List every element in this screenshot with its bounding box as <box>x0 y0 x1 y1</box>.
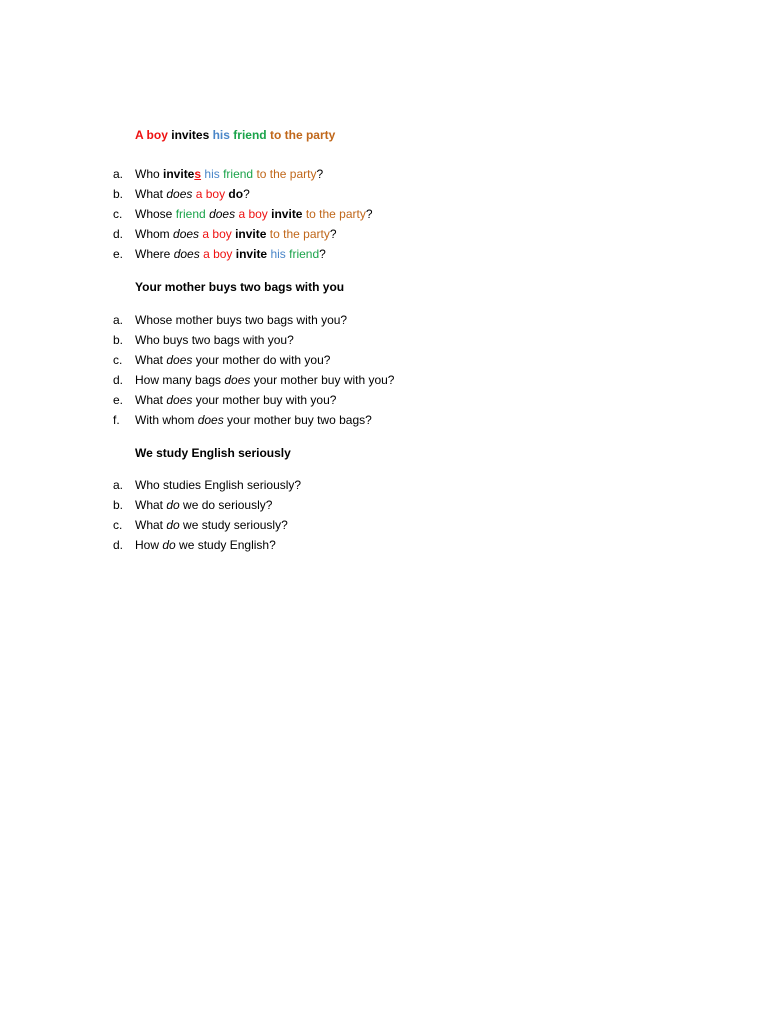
text-run: Who studies English seriously? <box>135 478 302 492</box>
text-run: What <box>135 498 167 512</box>
list-item <box>0 393 768 413</box>
text-run: Whose mother buys two bags with you? <box>135 313 348 327</box>
list-item-text <box>135 227 337 241</box>
text-run: With whom <box>135 413 198 427</box>
section-1-list <box>0 167 768 267</box>
list-marker: c. <box>113 207 123 221</box>
text-run: we do seriously? <box>179 498 273 512</box>
text-run: do <box>166 498 180 512</box>
text-run: Whose <box>135 207 176 221</box>
section-3-list <box>0 478 768 558</box>
list-item-text <box>135 187 250 201</box>
text-run: a boy <box>195 187 226 201</box>
text-run: do <box>162 538 176 552</box>
text-run: we study seriously? <box>179 518 288 532</box>
list-item-text <box>135 207 373 221</box>
text-run: to the party <box>256 167 317 181</box>
text-run: does <box>224 373 251 387</box>
text-run: do <box>228 187 244 201</box>
text-run: a boy <box>203 247 233 261</box>
text-run: a boy <box>202 227 232 241</box>
section-2-heading <box>135 280 344 294</box>
list-item-text <box>135 353 330 367</box>
text-run: to the party <box>269 227 330 241</box>
text-run: We study English seriously <box>135 446 291 460</box>
list-item-text <box>135 518 288 532</box>
text-run: What <box>135 393 167 407</box>
list-item-text <box>135 333 294 347</box>
list-item <box>0 353 768 373</box>
text-run: s <box>194 167 202 181</box>
list-item-text <box>135 167 323 181</box>
text-run: to the party <box>269 128 336 142</box>
text-run: friend <box>223 167 254 181</box>
list-item <box>0 413 768 433</box>
text-run: Whom <box>135 227 174 241</box>
text-run: does <box>209 207 236 221</box>
list-marker: a. <box>113 313 124 327</box>
text-run: does <box>173 227 200 241</box>
list-marker: b. <box>113 498 124 512</box>
list-item <box>0 187 768 207</box>
text-run: we study English? <box>175 538 276 552</box>
text-run: does <box>166 353 193 367</box>
text-run: does <box>166 187 193 201</box>
text-run: your mother do with you? <box>192 353 331 367</box>
text-run: your mother buy with you? <box>192 393 337 407</box>
list-item <box>0 247 768 267</box>
text-run: What <box>135 353 167 367</box>
list-marker: e. <box>113 247 124 261</box>
text-run: ? <box>243 187 250 201</box>
list-item-text <box>135 498 272 512</box>
text-run: invite <box>163 167 195 181</box>
text-run: does <box>197 413 224 427</box>
text-run: a boy <box>238 207 268 221</box>
text-run: invites <box>171 128 210 142</box>
list-marker: c. <box>113 518 123 532</box>
list-marker: c. <box>113 353 123 367</box>
list-item-text <box>135 313 347 327</box>
text-run: invite <box>271 207 303 221</box>
text-run: What <box>135 187 167 201</box>
text-run: What <box>135 518 167 532</box>
text-run: does <box>173 247 200 261</box>
text-run: invite <box>235 227 267 241</box>
list-item-text <box>135 538 276 552</box>
list-item <box>0 373 768 393</box>
list-item-text <box>135 393 336 407</box>
list-marker: b. <box>113 187 124 201</box>
list-item <box>0 538 768 558</box>
list-marker: d. <box>113 373 124 387</box>
list-item <box>0 498 768 518</box>
text-run: friend <box>289 247 320 261</box>
list-item <box>0 518 768 538</box>
list-item-text <box>135 373 394 387</box>
list-item-text <box>135 478 301 492</box>
text-run: does <box>166 393 193 407</box>
text-run: Who <box>135 167 164 181</box>
text-run: ? <box>316 167 324 181</box>
text-run: How <box>135 538 163 552</box>
text-run: A boy <box>135 128 168 142</box>
list-item <box>0 167 768 187</box>
text-run: do <box>166 518 180 532</box>
text-run: How many bags <box>135 373 225 387</box>
list-marker: d. <box>113 538 124 552</box>
text-run: Where <box>135 247 174 261</box>
list-item <box>0 478 768 498</box>
section-1-heading <box>135 128 335 142</box>
text-run: ? <box>319 247 326 261</box>
text-run: your mother buy two bags? <box>223 413 372 427</box>
list-item <box>0 313 768 333</box>
text-run: his <box>212 128 230 142</box>
list-marker: f. <box>113 413 120 427</box>
text-run: Your mother buys two bags with you <box>135 280 345 294</box>
list-item <box>0 207 768 227</box>
text-run: friend <box>233 128 267 142</box>
text-run: his <box>204 167 220 181</box>
text-run: ? <box>365 207 373 221</box>
section-2-list <box>0 313 768 433</box>
text-run: your mother buy with you? <box>250 373 395 387</box>
list-marker: a. <box>113 478 124 492</box>
text-run: his <box>270 247 286 261</box>
section-3-heading <box>135 446 291 460</box>
text-run: ? <box>329 227 337 241</box>
text-run: friend <box>175 207 206 221</box>
list-item-text <box>135 413 372 427</box>
list-marker: e. <box>113 393 124 407</box>
list-marker: b. <box>113 333 124 347</box>
text-run: to the party <box>305 207 366 221</box>
list-marker: a. <box>113 167 124 181</box>
list-marker: d. <box>113 227 124 241</box>
text-run: Who buys two bags with you? <box>135 333 294 347</box>
list-item <box>0 333 768 353</box>
text-run: invite <box>235 247 268 261</box>
list-item-text <box>135 247 326 261</box>
list-item <box>0 227 768 247</box>
